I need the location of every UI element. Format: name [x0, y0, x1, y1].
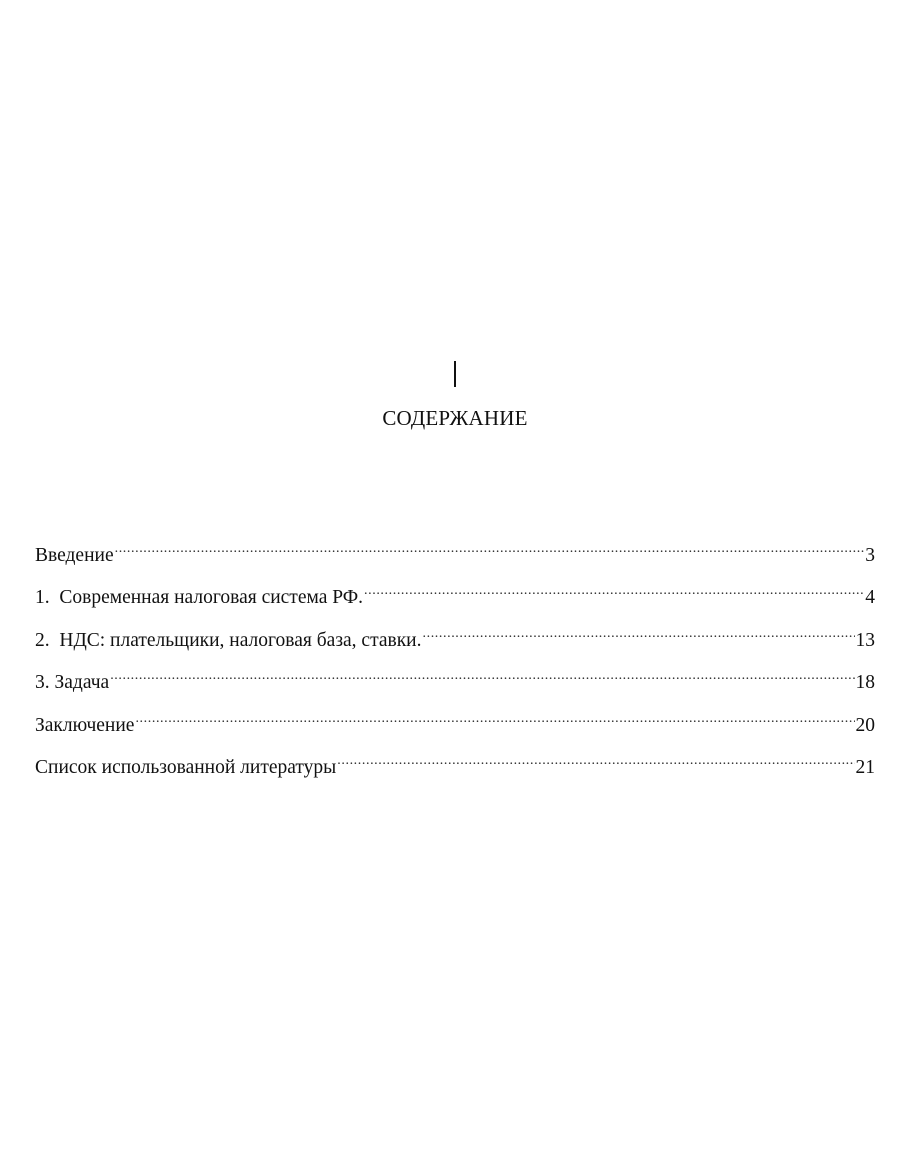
toc-entry-references[interactable]: [35, 743, 875, 785]
toc-entry-label: 3. Задача: [35, 672, 110, 694]
toc-entry-task[interactable]: [35, 658, 875, 700]
toc-leader-dots: [115, 531, 865, 561]
toc-leader-dots: [423, 616, 855, 646]
text-cursor: [454, 361, 456, 387]
toc-entry-page: 21: [855, 756, 875, 778]
toc-entry-label: Заключение: [35, 714, 135, 736]
toc-entry-vat[interactable]: [35, 616, 875, 658]
toc-leader-dots: [364, 573, 864, 603]
toc-entry-conclusion[interactable]: [35, 701, 875, 743]
toc-entry-page: 3: [865, 545, 875, 566]
toc-entry-introduction[interactable]: [35, 531, 875, 573]
toc-entry-page: 4: [865, 587, 875, 609]
toc-leader-dots: [337, 743, 854, 773]
toc-entry-page: 13: [855, 629, 875, 651]
toc-title: СОДЕРЖАНИЕ: [382, 406, 528, 430]
toc-entry-label: 2. НДС: плательщики, налоговая база, ставки.: [35, 629, 422, 651]
table-of-contents: [35, 531, 875, 785]
toc-entry-label: Список использованной литературы: [35, 756, 337, 778]
toc-leader-dots: [135, 701, 854, 731]
toc-entry-label: Введение: [35, 545, 114, 566]
toc-entry-label: 1. Современная налоговая система РФ.: [35, 587, 364, 609]
toc-entry-page: 18: [855, 672, 875, 694]
toc-entry-tax-system[interactable]: [35, 573, 875, 615]
toc-leader-dots: [110, 658, 854, 688]
toc-entry-page: 20: [855, 714, 875, 736]
